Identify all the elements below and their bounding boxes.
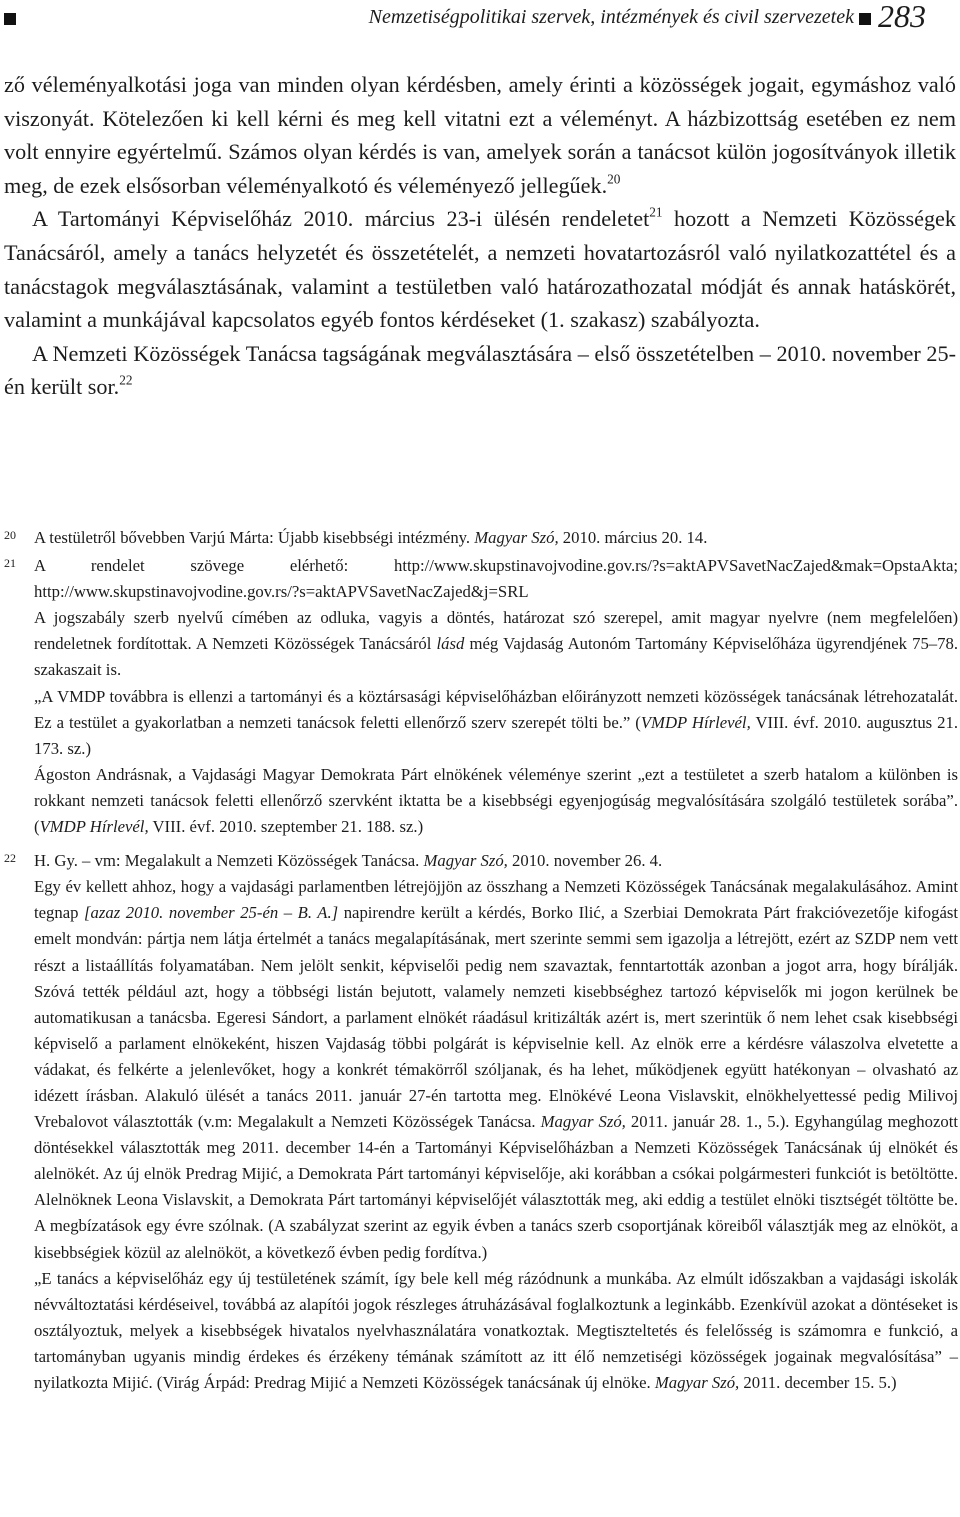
footnote-reference[interactable]: 21 xyxy=(649,205,663,221)
paragraph: A Tartományi Képviselőház 2010. március 23-i ülésén rendeletet$^{21}$ hozott a Nemzeti Közösségek Tanácsáról, amely a tanács helyzetét és összetételét, a nemzeti hovatartozásról való nyilatkozattétel és a tanácstagok megválasztásának, valamint a testületben való határozathozatal módját és annak hatáskörét, valamint a munkájával kapcsolatos egyéb fontos kérdéseket (1. szakasz) szabályozta. xyxy=(4,205,956,333)
footnote-21 xyxy=(0,553,958,840)
footnotes xyxy=(0,525,958,1396)
footnote-text: Egy év kellett ahhoz, hogy a vajdasági parlamentben létrejöjjön az összhang a Nemzeti Közösségek Tanácsának megalakulásához. Amint tegnap [azaz 2010. november 25-én – B. A.] napirendre került a kérdés, Borko Ilić, a Szerbiai Demokrata Párt frakcióvezetője kifogást emelt mondván: pártja nem látja értelmét a tanács megalapításának, mert szerinte semmi sem igazolja a létrejött, ezért az SZDP nem vett részt a listaállítás folyamatában. Nem jelölt senkit, képviselői pedig nem szavaztak, fenntartották azonban a jogot arra, hogy bírálják. Szóvá tették például azt, hogy a többségi listán bejutott, valamely nemzeti kisebbséghez tartozó képviselők mi jogon kerülnek be automatikusan a tanácsba. Egeresi Sándort, a parlament elnökét ráadásul kritizálták azért is, mert szerintük ő nem lehet csak kisebbségi képviselő a parlament elnökeként, hiszen Vajdaság többi polgárát is képviselnie kell. Az elnök erre a kérdésre válaszolva elvetette a vádakat, és felkérte a jelenlevőket, hogy a konkrét témakörről szóljanak, és ha lehet, működjenek együtt hatékonyan – olvasható az idézett írásban. Alakuló ülését a tanács 2011. január 27-én tartotta meg. Elnökévé Leona Vislavskit, elnökhelyettessé pedig Milivoj Vrebalovot választották (v.m: Megalakult a Nemzeti Közösségek Tanácsa. Magyar Szó, 2011. január 28. 1., 5.). Egyhangúlag meghozott döntésekkel választották meg 2011. december 14-én a Tartományi Képviselőházban a Nemzeti Közösségek Tanácsának új elnökét és alelnökét. Az új elnök Predrag Mijić, a Demokrata Párt tartományi képviselője, aki korábban a csókai polgármesteri funkciót is betöltötte. Alelnöknek Leona Vislavskit, a Demokrata Párt tartományi képviselőjét választották meg, aki eddig a testület elnöki tisztségét töltötte be. A megbízatások egy évre szólnak. (A szabályzat szerint az egyik évben a tanács szerb csoportjának köreiből választják meg az elnököt, a kisebbségiek közül az alelnököt, a következő évben pedig fordítva.) xyxy=(34,877,959,1262)
page-number: 283 xyxy=(878,0,926,34)
body-text xyxy=(4,68,956,404)
footnote-22 xyxy=(0,848,958,1396)
paragraph: A Nemzeti Közösségek Tanácsa tagságának megválasztására – első összetételben – 2010. november 25-én került sor.$^{22}$ xyxy=(4,340,956,400)
footnote-quote: Ágoston Andrásnak, a Vajdasági Magyar Demokrata Párt elnökének véleménye szerint „ezt a testületet a szerb hatalom a különben is rokkant nemzeti tanácsok feletti ellenőrző szervként iktatta be a kisebbségi egyenjogúság megvalósítására szolgáló testületek sorába”. (VMDP Hírlevél, VIII. évf. 2010. szeptember 21. 188. sz.) xyxy=(34,764,958,837)
running-title: Nemzetiségpolitikai szervek, intézmények és civil szervezetek xyxy=(368,6,854,28)
footnote-number: 20 xyxy=(4,528,16,542)
footnote-text: H. Gy. – vm: Megalakult a Nemzeti Közösségek Tanácsa. Magyar Szó, 2010. november 26. 4. xyxy=(34,851,663,871)
footnote-quote: „E tanács a képviselőház egy új testületének számít, így bele kell még rázódnunk a munkába. Az elmúlt időszakban a vajdasági iskolák névváltoztatási kérdéseivel, továbbá az alapítói jogok részleges átruházásával foglalkoztunk a leginkább. Ezenkívül azokat a döntéseket is osztályoztuk, melyek a kisebbségek hivatalos nyelvhasználatára vonatkoztak. Megtiszteltetés és felelősség is számomra e funkció, a tartományban ugyanis mindig érdekes és érzékeny témának számított az itt élő nemzetiségi közösségek jogainak megvalósítása” – nyilatkozta Mijić. (Virág Árpád: Predrag Mijić a Nemzeti Közösségek tanácsának új elnöke. Magyar Szó, 2011. december 15. 5.) xyxy=(34,1268,958,1392)
footnote-quote: „A VMDP továbbra is ellenzi a tartományi és a köztársasági képviselőházban előirányzott nemzeti közösségek tanácsának létrehozatalát. Ez a testület a gyakorlatban a nemzeti tanácsok feletti ellenőrző szerv szerepét tölti be.” (VMDP Hírlevél, VIII. évf. 2010. augusztus 21. 173. sz.) xyxy=(34,686,959,758)
footnote-reference[interactable]: 22 xyxy=(119,373,133,389)
bullet-square-icon xyxy=(859,13,871,25)
footnote-reference[interactable]: 20 xyxy=(607,171,621,187)
footnote-text: A testületről bővebben Varjú Márta: Újabb kisebbségi intézmény. Magyar Szó, 2010. március 20. 14. xyxy=(34,528,708,547)
footnote-text: A jogszabály szerb nyelvű címében az odluka, vagyis a döntés, határozat szó szerepel, amit magyar nyelvre (nem megfelelően) rendeletnek fordítottak. A Nemzeti Közösségek Tanácsáról lásd még Vajdaság Autonóm Tartomány Képviselőháza ügyrendjének 75–78. szakaszait is. xyxy=(34,608,959,680)
paragraph: ző véleményalkotási joga van minden olyan kérdésben, amely érinti a közösségek jogait, egymáshoz való viszonyát. Kötelezően ki kell kérni és meg kell vitatni ezt a véleményt. A házbizottság esetében ez nem volt ennyire egyértelmű. Számos olyan kérdés is van, amelyek során a tanácsot külön jogosítványok illetik meg, de ezek elsősorban véleményalkotó és véleményező jellegűek.$^{20}$ xyxy=(4,72,956,198)
bullet-square-icon xyxy=(4,13,16,25)
running-header xyxy=(0,0,960,36)
footnote-20 xyxy=(0,525,958,551)
footnote-link-text[interactable]: A rendelet szövege elérhető: http://www.skupstinavojvodine.gov.rs/?s=aktAPVSavetNacZajed&mak=OpstaAkta; http://www.skupstinavojvodine.gov.rs/?s=aktAPVSavetNacZajed&j=SRL xyxy=(34,556,958,602)
footnote-number: 22 xyxy=(4,851,16,866)
footnote-number: 21 xyxy=(4,556,16,571)
